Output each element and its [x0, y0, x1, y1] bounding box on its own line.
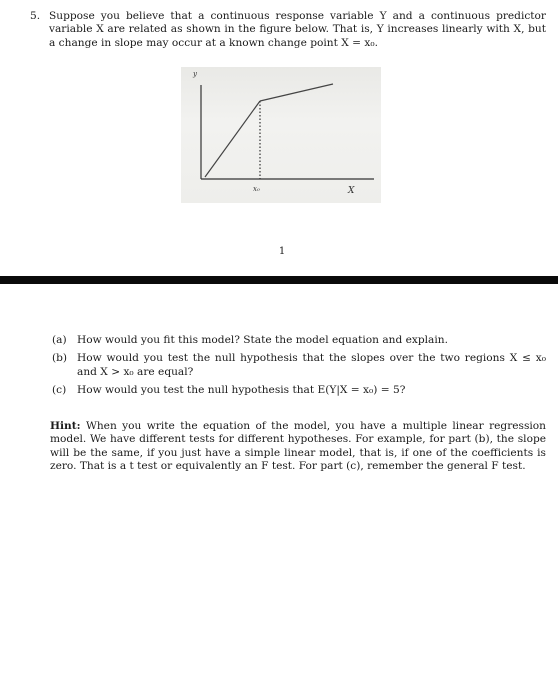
- question-label: (c): [52, 384, 67, 397]
- question-item: [52, 384, 546, 397]
- question-label: (b): [52, 352, 68, 365]
- question-list: [52, 334, 546, 403]
- problem-number: 5.: [30, 10, 41, 22]
- page-1: [0, 0, 558, 276]
- x0-label: x₀: [253, 185, 260, 193]
- x-axis-label: X: [348, 186, 355, 196]
- question-text: How would you fit this model? State the model equation and explain.: [77, 334, 448, 346]
- hint-title: Hint:: [50, 420, 81, 432]
- question-item: [52, 334, 546, 347]
- page-number: 1: [278, 246, 286, 257]
- problem-statement: [30, 10, 546, 50]
- question-item: [52, 352, 546, 379]
- piecewise-linear-figure: [181, 67, 381, 203]
- segment-after-change-point: [260, 84, 333, 101]
- question-text: How would you test the null hypothesis that the slopes over the two regions X ≤ x₀ and X > x₀ are equal?: [77, 352, 546, 378]
- page-divider: [0, 276, 558, 284]
- question-label: (a): [52, 334, 67, 346]
- hint-text: When you write the equation of the model, you have a multiple linear regression model. We have different tests for different hypotheses. For example, for part (b), the slope will be the same, if you just have a simple linear model, that is, if one of the coefficients is zero. That is a t test or equivalently an F test. For part (c), remember the general F test.: [50, 420, 546, 473]
- page-2: [0, 284, 558, 700]
- figure-drawing: [181, 67, 381, 203]
- segment-before-change-point: [205, 101, 260, 177]
- problem-text: Suppose you believe that a continuous response variable Y and a continuous predictor variable X are related as shown in the figure below. That is, Y increases linearly with X, but a change in slope may occur at a known change point X = x₀.: [49, 10, 546, 49]
- question-text: How would you test the null hypothesis that E(Y|X = x₀) = 5?: [77, 384, 406, 397]
- hint-paragraph: [50, 420, 546, 474]
- y-axis-label: y: [193, 70, 197, 78]
